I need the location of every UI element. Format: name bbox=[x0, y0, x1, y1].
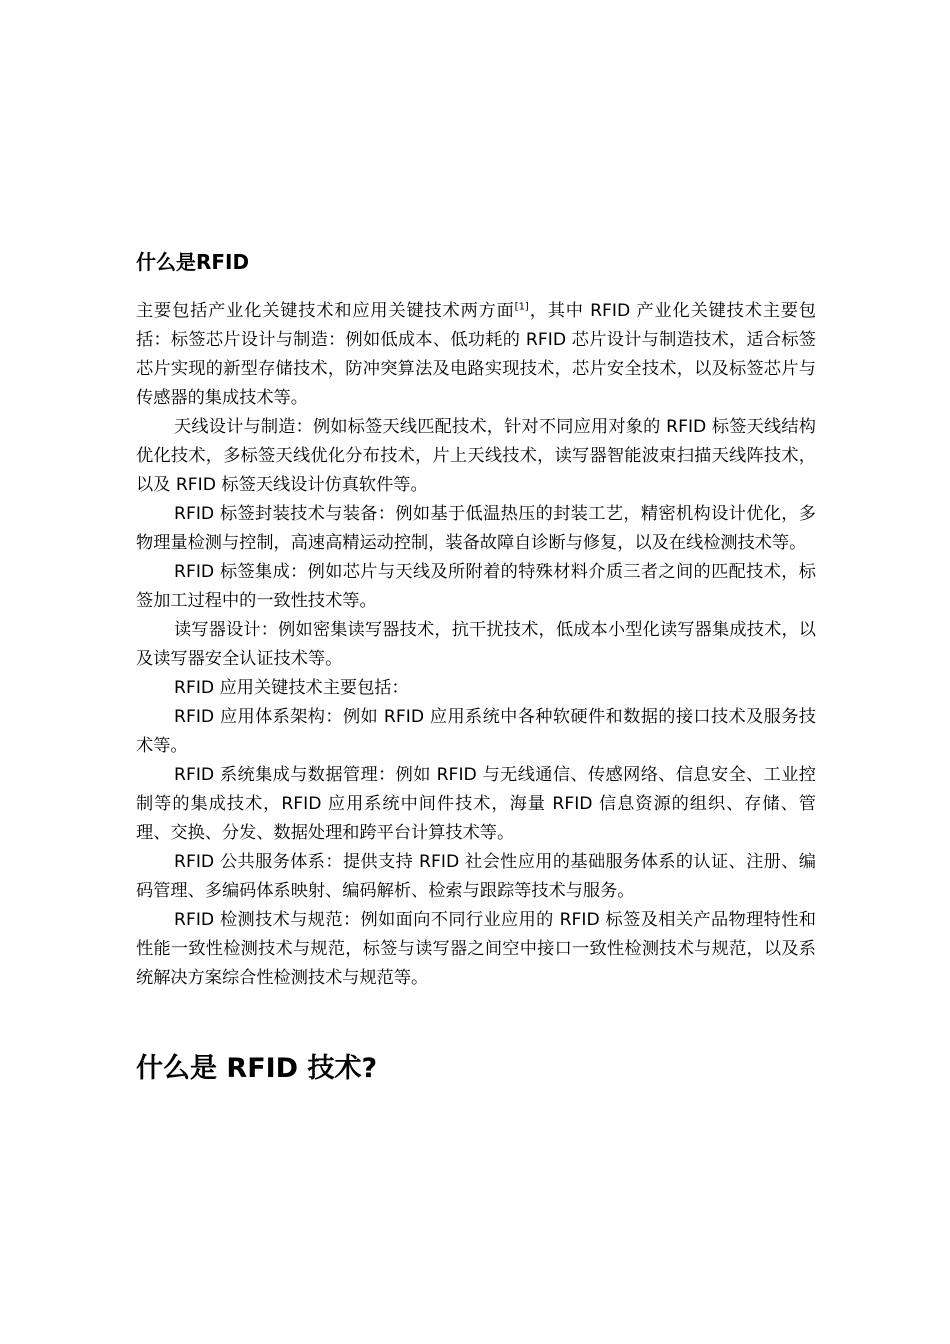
body-text bbox=[136, 297, 816, 993]
paragraph-reader-design: 读写器设计：例如密集读写器技术，抗干扰技术，低成本小型化读写器集成技术，以及读写器安全认证技术等。 bbox=[136, 620, 816, 669]
paragraph-tag-packaging: RFID 标签封装技术与装备：例如基于低温热压的封装工艺，精密机构设计优化，多物理量检测与控制，高速高精运动控制，装备故障自诊断与修复，以及在线检测技术等。 bbox=[136, 504, 816, 553]
paragraph-system-integration: RFID 系统集成与数据管理：例如 RFID 与无线通信、传感网络、信息安全、工业控制等的集成技术，RFID 应用系统中间件技术，海量 RFID 信息资源的组织、存储、管理、交换、分发、数据处理和跨平台计算技术等。 bbox=[136, 765, 816, 843]
citation-ref[interactable]: [1] bbox=[514, 301, 529, 313]
intro-text-continued: ，其中 RFID 产业化关键技术主要包括：标签芯片设计与制造：例如低成本、低功耗的 RFID 芯片设计与制造技术，适合标签芯片实现的新型存储技术，防冲突算法及电路实现技术，芯片安全技术，以及标签芯片与传感器的集成技术等。 bbox=[136, 301, 816, 408]
paragraph-testing-standards: RFID 检测技术与规范：例如面向不同行业应用的 RFID 标签及相关产品物理特性和性能一致性检测技术与规范，标签与读写器之间空中接口一致性检测技术与规范，以及系统解决方案综合性检测技术与规范等。 bbox=[136, 910, 816, 988]
paragraph-public-service: RFID 公共服务体系：提供支持 RFID 社会性应用的基础服务体系的认证、注册、编码管理、多编码体系映射、编码解析、检索与跟踪等技术与服务。 bbox=[136, 852, 816, 901]
paragraph-antenna-design: 天线设计与制造：例如标签天线匹配技术，针对不同应用对象的 RFID 标签天线结构优化技术，多标签天线优化分布技术，片上天线技术，读写器智能波束扫描天线阵技术，以及 RFID 标签天线设计仿真软件等。 bbox=[136, 417, 816, 495]
paragraph-application-architecture: RFID 应用体系架构：例如 RFID 应用系统中各种软硬件和数据的接口技术及服务技术等。 bbox=[136, 707, 816, 756]
paragraph-tag-integration: RFID 标签集成：例如芯片与天线及所附着的特殊材料介质三者之间的匹配技术，标签加工过程中的一致性技术等。 bbox=[136, 562, 816, 611]
paragraph-application-key-tech: RFID 应用关键技术主要包括： bbox=[174, 678, 409, 698]
intro-text: 主要包括产业化关键技术和应用关键技术两方面 bbox=[136, 301, 515, 321]
section-title: 什么是RFID bbox=[136, 250, 250, 274]
intro-paragraph bbox=[136, 297, 816, 413]
next-heading: 什么是 RFID 技术? bbox=[136, 1053, 378, 1084]
